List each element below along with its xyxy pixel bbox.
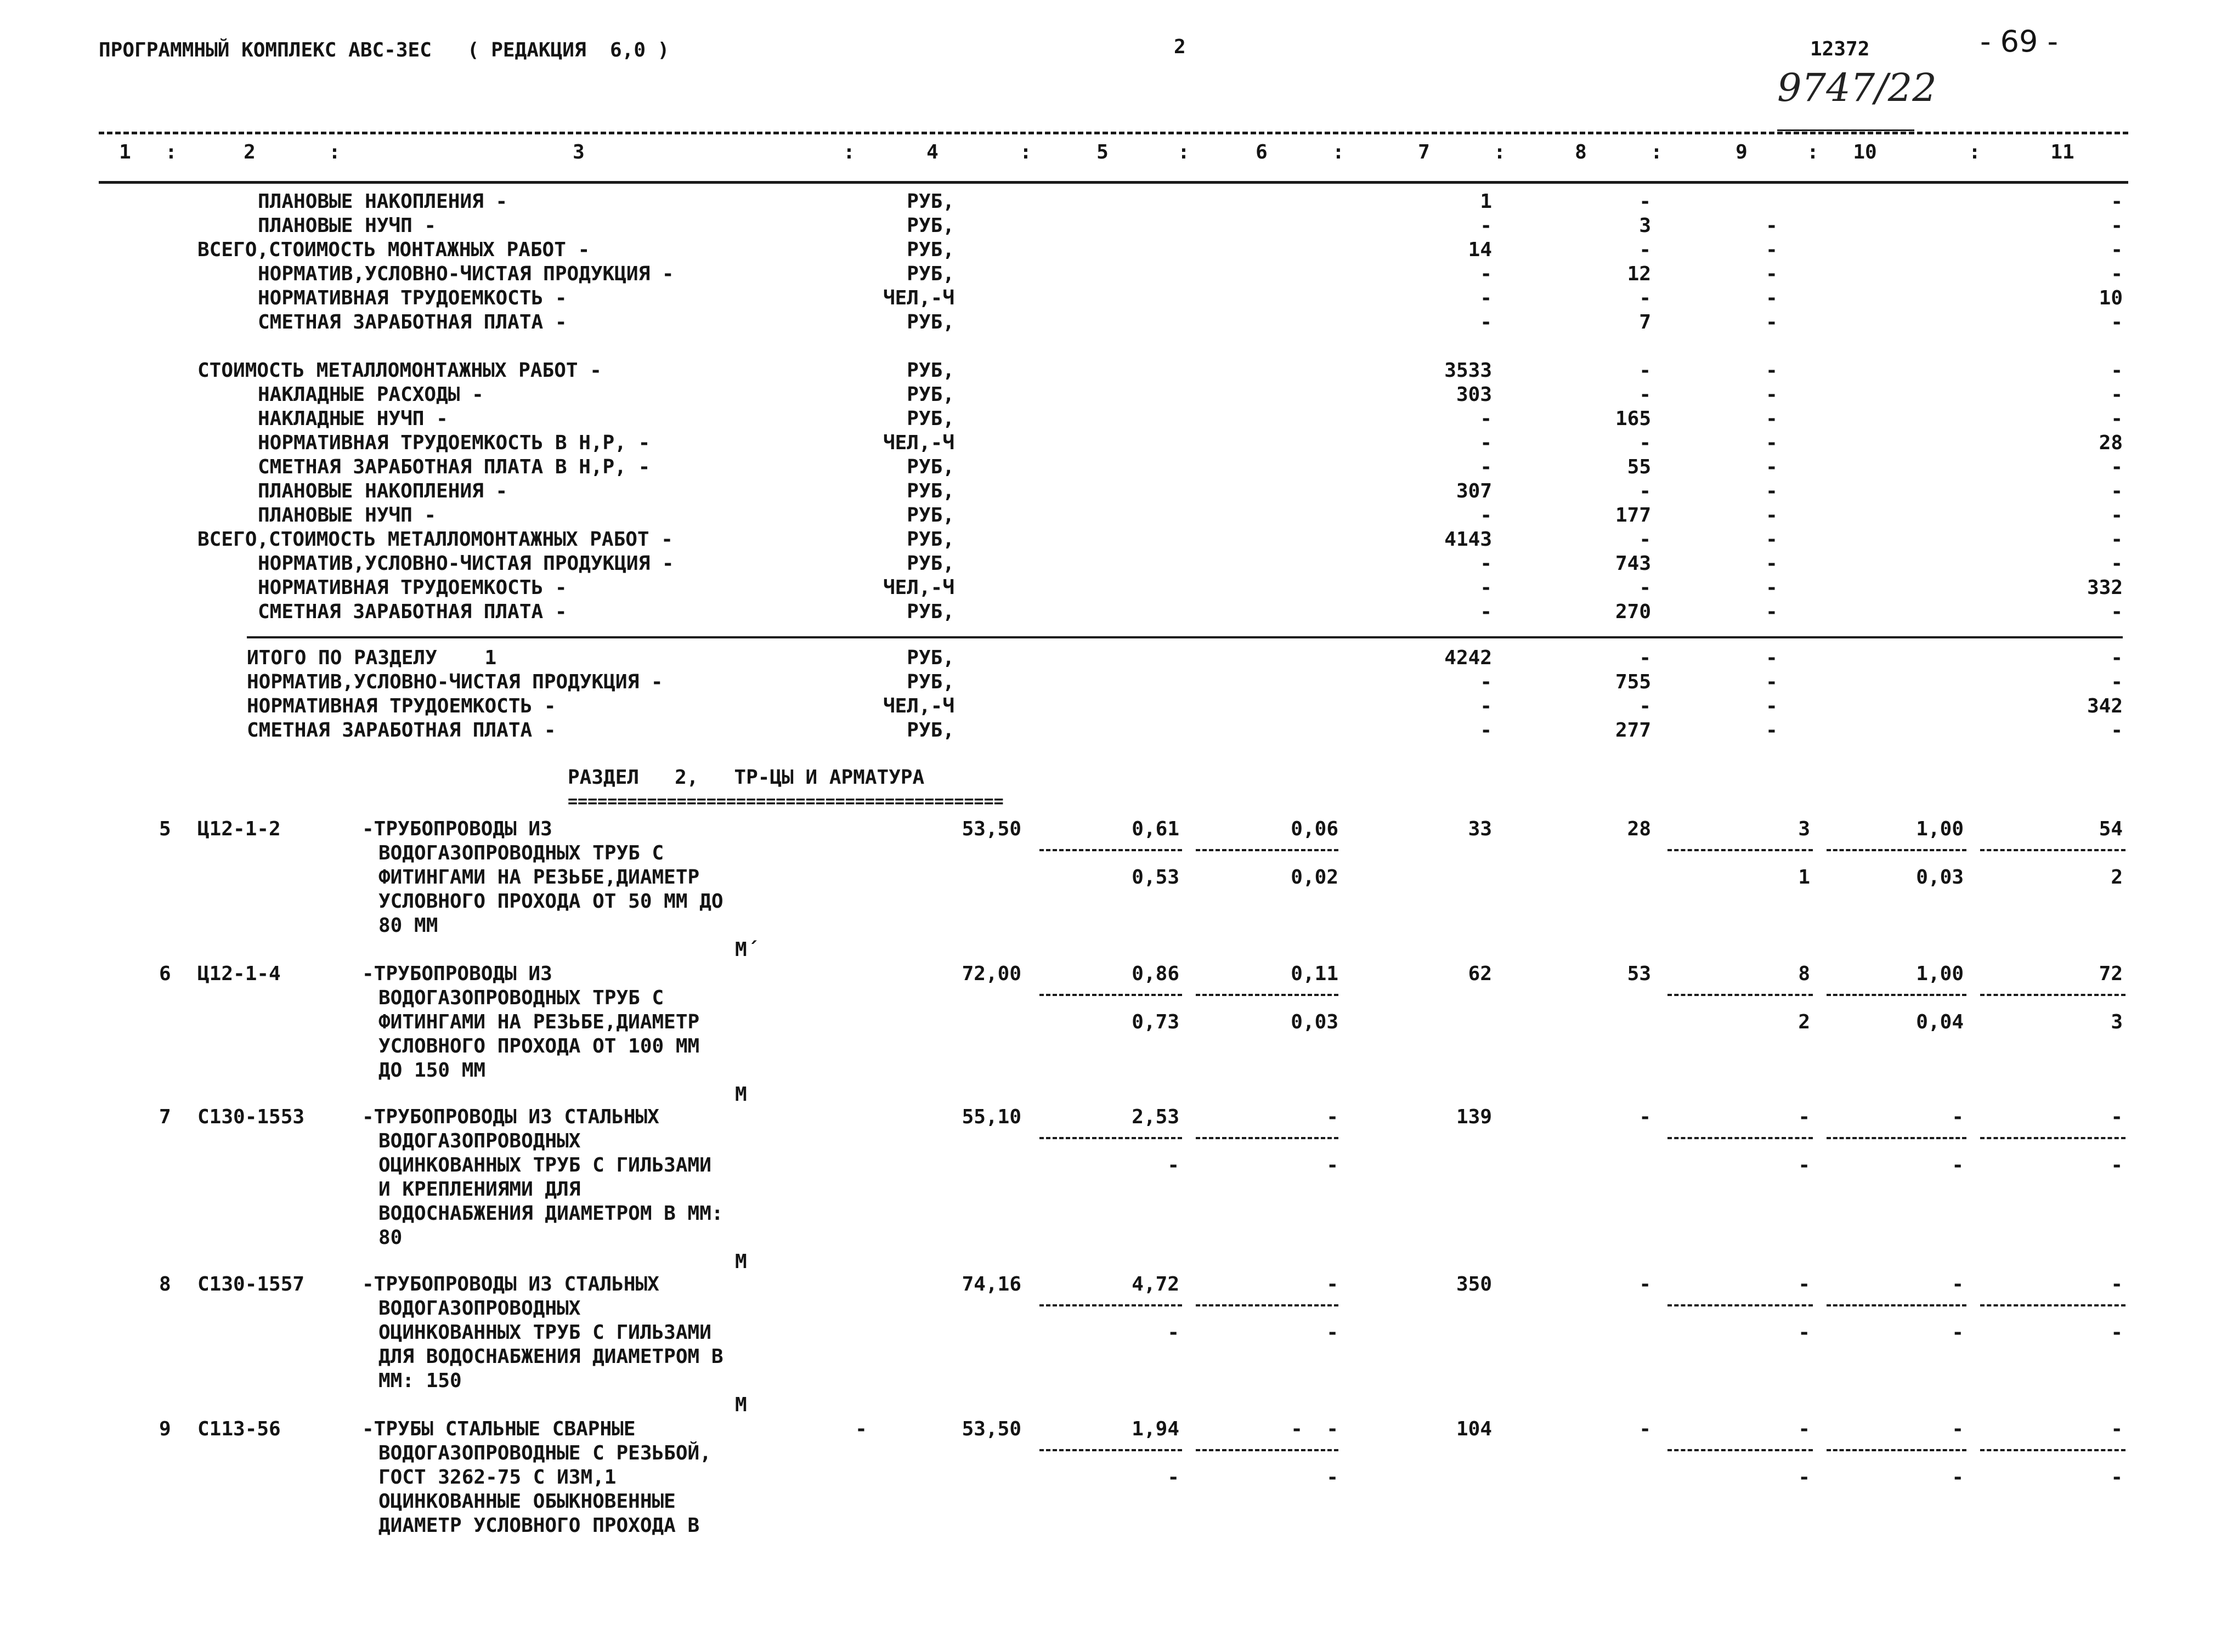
item-rule-col9 [1667, 849, 1813, 851]
summary-col9: - [1766, 239, 1778, 261]
summary-col7: 4143 [1444, 528, 1492, 551]
item-rule-col5 [1039, 1304, 1182, 1306]
column-separator: : [1020, 141, 1032, 163]
summary-col8: 177 [1615, 504, 1651, 527]
summary-label: ПЛАНОВЫЕ НУЧП - [258, 214, 437, 237]
column-heading-5: 5 [1096, 141, 1109, 163]
totals-col7: - [1480, 695, 1492, 717]
item-description-line: ОЦИНКОВАННЫХ ТРУБ С ГИЛЬЗАМИ [378, 1321, 711, 1344]
item-description-line: -ТРУБОПРОВОДЫ ИЗ СТАЛЬНЫХ [362, 1106, 659, 1128]
item-col4: 72,00 [962, 963, 1021, 985]
summary-col8: 55 [1627, 456, 1651, 478]
summary-unit: РУБ, [907, 552, 954, 575]
summary-col9: - [1766, 287, 1778, 309]
item-number: 7 [159, 1106, 171, 1128]
column-separator: : [165, 141, 177, 163]
item-col6: - [1326, 1106, 1338, 1128]
item-rule-col6 [1196, 1137, 1338, 1139]
handwritten-note: 9747/22 [1777, 65, 1937, 110]
totals-unit: ЧЕЛ,-Ч [883, 695, 954, 717]
item-col4: 55,10 [962, 1106, 1021, 1128]
table-top-rule [99, 132, 2128, 134]
summary-col9: - [1766, 408, 1778, 430]
summary-unit: РУБ, [907, 601, 954, 623]
summary-label: НОРМАТИВНАЯ ТРУДОЕМКОСТЬ В Н,Р, - [258, 432, 651, 454]
summary-col7: - [1480, 263, 1492, 285]
totals-label: НОРМАТИВ,УСЛОВНО-ЧИСТАЯ ПРОДУКЦИЯ - [247, 671, 663, 693]
summary-label: ПЛАНОВЫЕ НУЧП - [258, 504, 437, 527]
summary-col8: - [1639, 359, 1651, 382]
item-rule-col9 [1667, 1304, 1813, 1306]
item-col5-second: 0,53 [1132, 866, 1179, 889]
item-description-line: ВОДОГАЗОПРОВОДНЫЕ С РЕЗЬБОЙ, [378, 1442, 711, 1464]
item-col5: 4,72 [1132, 1273, 1179, 1295]
summary-unit: ЧЕЛ,-Ч [883, 576, 954, 599]
item-rule-col6 [1196, 1304, 1338, 1306]
column-heading-9: 9 [1736, 141, 1748, 163]
item-rule-col11 [1980, 1137, 2125, 1139]
item-col6-second: - [1326, 1154, 1338, 1176]
item-code: С113-56 [197, 1418, 281, 1440]
item-col5: 1,94 [1132, 1418, 1179, 1440]
item-col9: - [1798, 1106, 1810, 1128]
summary-col8: 3 [1639, 214, 1651, 237]
item-description-line: УСЛОВНОГО ПРОХОДА ОТ 50 ММ ДО [378, 890, 723, 913]
item-col6-second: - [1326, 1321, 1338, 1344]
item-col10-second: 0,04 [1916, 1011, 1964, 1033]
summary-col8: - [1639, 528, 1651, 551]
summary-label: НАКЛАДНЫЕ РАСХОДЫ - [258, 383, 484, 406]
totals-col9: - [1766, 671, 1778, 693]
summary-col8: - [1639, 576, 1651, 599]
item-col8: - [1639, 1273, 1651, 1295]
totals-col7: - [1480, 719, 1492, 742]
summary-col11: - [2111, 528, 2123, 551]
summary-col8: - [1639, 432, 1651, 454]
item-col6: 0,06 [1291, 818, 1338, 840]
summary-label: ПЛАНОВЫЕ НАКОПЛЕНИЯ - [258, 480, 508, 502]
item-col8: - [1639, 1106, 1651, 1128]
summary-col11: - [2111, 504, 2123, 527]
item-col11-second: - [2111, 1466, 2123, 1489]
item-col9: 3 [1798, 818, 1810, 840]
summary-col8: - [1639, 287, 1651, 309]
summary-col11: 10 [2099, 287, 2123, 309]
item-col10-second: 0,03 [1916, 866, 1964, 889]
summary-col11: - [2111, 190, 2123, 213]
item-unit: М́ [735, 938, 747, 961]
item-rule-col5 [1039, 1137, 1182, 1139]
summary-label: НОРМАТИВ,УСЛОВНО-ЧИСТАЯ ПРОДУКЦИЯ - [258, 263, 674, 285]
item-description-line: ДИАМЕТР УСЛОВНОГО ПРОХОДА В [378, 1514, 700, 1537]
totals-unit: РУБ, [907, 719, 954, 742]
summary-col8: 743 [1615, 552, 1651, 575]
item-col9-second: - [1798, 1154, 1810, 1176]
item-col10-second: - [1952, 1321, 1964, 1344]
summary-unit: ЧЕЛ,-Ч [883, 287, 954, 309]
summary-col11: - [2111, 601, 2123, 623]
summary-label: НОРМАТИВ,УСЛОВНО-ЧИСТАЯ ПРОДУКЦИЯ - [258, 552, 674, 575]
summary-unit: РУБ, [907, 311, 954, 333]
column-separator: : [1494, 141, 1506, 163]
summary-col8: 270 [1615, 601, 1651, 623]
item-col7: 62 [1468, 963, 1492, 985]
item-col10-second: - [1952, 1466, 1964, 1489]
item-description-line: -ТРУБОПРОВОДЫ ИЗ [362, 818, 552, 840]
item-description-line: ГОСТ 3262-75 С ИЗМ,1 [378, 1466, 617, 1489]
column-heading-6: 6 [1256, 141, 1268, 163]
item-dash: - [855, 1418, 867, 1440]
item-code: Ц12-1-2 [197, 818, 281, 840]
item-number: 5 [159, 818, 171, 840]
totals-rule [247, 636, 2123, 638]
summary-label: ВСЕГО,СТОИМОСТЬ МОНТАЖНЫХ РАБОТ - [197, 239, 590, 261]
item-col9-second: - [1798, 1321, 1810, 1344]
item-col10: - [1952, 1273, 1964, 1295]
item-rule-col5 [1039, 994, 1182, 996]
summary-unit: ЧЕЛ,-Ч [883, 432, 954, 454]
summary-label: ПЛАНОВЫЕ НАКОПЛЕНИЯ - [258, 190, 508, 213]
item-number: 9 [159, 1418, 171, 1440]
item-rule-col11 [1980, 1304, 2125, 1306]
totals-label: СМЕТНАЯ ЗАРАБОТНАЯ ПЛАТА - [247, 719, 556, 742]
summary-col8: - [1639, 383, 1651, 406]
summary-col8: - [1639, 239, 1651, 261]
item-col4: 53,50 [962, 818, 1021, 840]
column-heading-3: 3 [573, 141, 585, 163]
column-separator: : [843, 141, 855, 163]
section-underline: ============================================ [568, 794, 1004, 810]
item-col9: - [1798, 1418, 1810, 1440]
column-heading-11: 11 [2050, 141, 2074, 163]
item-col5-second: 0,73 [1132, 1011, 1179, 1033]
item-description-line: ММ: 150 [378, 1370, 462, 1392]
item-col9: - [1798, 1273, 1810, 1295]
item-col6: - [1326, 1273, 1338, 1295]
summary-col7: - [1480, 552, 1492, 575]
totals-col8: 277 [1615, 719, 1651, 742]
summary-unit: РУБ, [907, 263, 954, 285]
item-col7: 33 [1468, 818, 1492, 840]
item-rule-col9 [1667, 1137, 1813, 1139]
summary-col9: - [1766, 456, 1778, 478]
item-col11-second: 2 [2111, 866, 2123, 889]
item-description-line: 80 ММ [378, 914, 438, 937]
summary-col11: - [2111, 311, 2123, 333]
totals-unit: РУБ, [907, 647, 954, 669]
summary-col7: - [1480, 408, 1492, 430]
item-rule-col5 [1039, 1449, 1182, 1451]
summary-col8: - [1639, 190, 1651, 213]
item-col9-second: 1 [1798, 866, 1810, 889]
totals-col9: - [1766, 647, 1778, 669]
item-col10: 1,00 [1916, 818, 1964, 840]
item-rule-col10 [1827, 1137, 1966, 1139]
summary-col11: - [2111, 552, 2123, 575]
column-separator: : [1650, 141, 1663, 163]
totals-col8: - [1639, 695, 1651, 717]
item-col5: 2,53 [1132, 1106, 1179, 1128]
item-rule-col5 [1039, 849, 1182, 851]
item-col6: - - [1291, 1418, 1338, 1440]
summary-col7: - [1480, 432, 1492, 454]
summary-col7: - [1480, 601, 1492, 623]
summary-unit: РУБ, [907, 408, 954, 430]
item-col7: 139 [1456, 1106, 1492, 1128]
page-number: - 69 - [1980, 24, 2059, 59]
totals-unit: РУБ, [907, 671, 954, 693]
program-title: ПРОГРАММНЫЙ КОМПЛЕКС АВС-3ЕС ( РЕДАКЦИЯ 6,0 ) [99, 39, 670, 61]
item-col6: 0,11 [1291, 963, 1338, 985]
summary-label: СМЕТНАЯ ЗАРАБОТНАЯ ПЛАТА В Н,Р, - [258, 456, 651, 478]
summary-col11: - [2111, 408, 2123, 430]
summary-col11: - [2111, 480, 2123, 502]
summary-unit: РУБ, [907, 214, 954, 237]
item-col10-second: - [1952, 1154, 1964, 1176]
item-number: 8 [159, 1273, 171, 1295]
item-col7: 104 [1456, 1418, 1492, 1440]
item-description-line: ОЦИНКОВАННЫЕ ОБЫКНОВЕННЫЕ [378, 1490, 676, 1513]
summary-col8: 7 [1639, 311, 1651, 333]
item-rule-col10 [1827, 849, 1966, 851]
item-description-line: -ТРУБОПРОВОДЫ ИЗ [362, 963, 552, 985]
item-col10: - [1952, 1418, 1964, 1440]
summary-col11: - [2111, 383, 2123, 406]
item-col6-second: - [1326, 1466, 1338, 1489]
summary-col9: - [1766, 432, 1778, 454]
totals-col11: - [2111, 719, 2123, 742]
item-code: С130-1557 [197, 1273, 305, 1295]
summary-col8: - [1639, 480, 1651, 502]
summary-label: НОРМАТИВНАЯ ТРУДОЕМКОСТЬ - [258, 287, 567, 309]
summary-col9: - [1766, 480, 1778, 502]
item-col6-second: 0,03 [1291, 1011, 1338, 1033]
handwritten-underline [1777, 129, 1914, 131]
item-code: Ц12-1-4 [197, 963, 281, 985]
item-description-line: ОЦИНКОВАННЫХ ТРУБ С ГИЛЬЗАМИ [378, 1154, 711, 1176]
item-rule-col9 [1667, 994, 1813, 996]
summary-col7: 307 [1456, 480, 1492, 502]
item-col10: 1,00 [1916, 963, 1964, 985]
item-col9-second: 2 [1798, 1011, 1810, 1033]
sheet-number: 2 [1174, 36, 1186, 58]
item-rule-col10 [1827, 1449, 1966, 1451]
totals-col8: - [1639, 647, 1651, 669]
item-rule-col6 [1196, 849, 1338, 851]
summary-unit: РУБ, [907, 480, 954, 502]
column-heading-10: 10 [1853, 141, 1877, 163]
item-col9-second: - [1798, 1466, 1810, 1489]
item-description-line: УСЛОВНОГО ПРОХОДА ОТ 100 ММ [378, 1035, 700, 1057]
item-col5-second: - [1167, 1321, 1179, 1344]
item-description-line: ДО 150 ММ [378, 1059, 486, 1082]
item-rule-col10 [1827, 994, 1966, 996]
summary-label: СМЕТНАЯ ЗАРАБОТНАЯ ПЛАТА - [258, 601, 567, 623]
summary-col9: - [1766, 504, 1778, 527]
item-rule-col6 [1196, 994, 1338, 996]
summary-unit: РУБ, [907, 383, 954, 406]
item-col10: - [1952, 1106, 1964, 1128]
summary-col7: - [1480, 576, 1492, 599]
totals-col8: 755 [1615, 671, 1651, 693]
column-heading-2: 2 [244, 141, 256, 163]
column-separator: : [1332, 141, 1344, 163]
column-separator: : [1178, 141, 1190, 163]
summary-label: ВСЕГО,СТОИМОСТЬ МЕТАЛЛОМОНТАЖНЫХ РАБОТ - [197, 528, 673, 551]
summary-col7: 3533 [1444, 359, 1492, 382]
item-description-line: ФИТИНГАМИ НА РЕЗЬБЕ,ДИАМЕТР [378, 866, 700, 889]
document-code: 12372 [1810, 38, 1870, 60]
item-rule-col11 [1980, 1449, 2125, 1451]
totals-col7: - [1480, 671, 1492, 693]
summary-col7: - [1480, 311, 1492, 333]
item-col11-second: - [2111, 1154, 2123, 1176]
item-description-line: ВОДОГАЗОПРОВОДНЫХ ТРУБ С [378, 987, 664, 1009]
item-col5: 0,86 [1132, 963, 1179, 985]
summary-col9: - [1766, 311, 1778, 333]
section-title: РАЗДЕЛ 2, ТР-ЦЫ И АРМАТУРА [568, 766, 925, 789]
summary-label: НАКЛАДНЫЕ НУЧП - [258, 408, 448, 430]
summary-label: НОРМАТИВНАЯ ТРУДОЕМКОСТЬ - [258, 576, 567, 599]
summary-unit: РУБ, [907, 456, 954, 478]
summary-col7: 14 [1468, 239, 1492, 261]
item-description-line: ВОДОГАЗОПРОВОДНЫХ [378, 1297, 581, 1320]
item-unit: М [735, 1251, 747, 1273]
summary-col9: - [1766, 383, 1778, 406]
summary-col11: - [2111, 359, 2123, 382]
item-number: 6 [159, 963, 171, 985]
summary-col8: 12 [1627, 263, 1651, 285]
summary-col9: - [1766, 528, 1778, 551]
column-separator: : [329, 141, 341, 163]
item-col4: 74,16 [962, 1273, 1021, 1295]
summary-label: СТОИМОСТЬ МЕТАЛЛОМОНТАЖНЫХ РАБОТ - [197, 359, 602, 382]
item-col8: 53 [1627, 963, 1651, 985]
item-description-line: ФИТИНГАМИ НА РЕЗЬБЕ,ДИАМЕТР [378, 1011, 700, 1033]
item-description-line: ДЛЯ ВОДОСНАБЖЕНИЯ ДИАМЕТРОМ В [378, 1345, 723, 1368]
table-header-rule [99, 181, 2128, 184]
totals-col11: 342 [2087, 695, 2123, 717]
totals-col11: - [2111, 647, 2123, 669]
summary-col9: - [1766, 263, 1778, 285]
item-col8: - [1639, 1418, 1651, 1440]
column-separator: : [1807, 141, 1819, 163]
summary-col11: - [2111, 239, 2123, 261]
item-rule-col11 [1980, 994, 2125, 996]
column-heading-8: 8 [1575, 141, 1587, 163]
totals-label: ИТОГО ПО РАЗДЕЛУ 1 [247, 647, 497, 669]
summary-col7: - [1480, 214, 1492, 237]
item-col11: - [2111, 1418, 2123, 1440]
item-col11-second: - [2111, 1321, 2123, 1344]
summary-unit: РУБ, [907, 359, 954, 382]
summary-col7: - [1480, 456, 1492, 478]
summary-unit: РУБ, [907, 239, 954, 261]
summary-col7: - [1480, 287, 1492, 309]
item-col11: - [2111, 1106, 2123, 1128]
item-col5-second: - [1167, 1466, 1179, 1489]
totals-col9: - [1766, 695, 1778, 717]
item-col8: 28 [1627, 818, 1651, 840]
item-col11: - [2111, 1273, 2123, 1295]
summary-col11: 28 [2099, 432, 2123, 454]
column-heading-1: 1 [119, 141, 131, 163]
summary-col9: - [1766, 601, 1778, 623]
item-description-line: ВОДОГАЗОПРОВОДНЫХ ТРУБ С [378, 842, 664, 864]
summary-col9: - [1766, 552, 1778, 575]
summary-col11: 332 [2087, 576, 2123, 599]
totals-col7: 4242 [1444, 647, 1492, 669]
item-description-line: -ТРУБЫ СТАЛЬНЫЕ СВАРНЫЕ [362, 1418, 636, 1440]
summary-col9: - [1766, 214, 1778, 237]
summary-col7: 1 [1480, 190, 1492, 213]
item-rule-col9 [1667, 1449, 1813, 1451]
summary-col11: - [2111, 456, 2123, 478]
summary-col7: - [1480, 504, 1492, 527]
item-unit: М [735, 1083, 747, 1106]
item-rule-col11 [1980, 849, 2125, 851]
summary-col8: 165 [1615, 408, 1651, 430]
summary-col9: - [1766, 576, 1778, 599]
column-heading-7: 7 [1418, 141, 1430, 163]
item-description-line: -ТРУБОПРОВОДЫ ИЗ СТАЛЬНЫХ [362, 1273, 659, 1295]
totals-col11: - [2111, 671, 2123, 693]
item-rule-col10 [1827, 1304, 1966, 1306]
summary-col9: - [1766, 359, 1778, 382]
summary-unit: РУБ, [907, 504, 954, 527]
item-description-line: ВОДОСНАБЖЕНИЯ ДИАМЕТРОМ В ММ: [378, 1202, 723, 1225]
totals-label: НОРМАТИВНАЯ ТРУДОЕМКОСТЬ - [247, 695, 556, 717]
summary-col11: - [2111, 263, 2123, 285]
item-rule-col6 [1196, 1449, 1338, 1451]
item-description-line: 80 [378, 1226, 403, 1249]
summary-label: СМЕТНАЯ ЗАРАБОТНАЯ ПЛАТА - [258, 311, 567, 333]
item-col11: 54 [2099, 818, 2123, 840]
column-heading-4: 4 [926, 141, 939, 163]
item-description-line: ВОДОГАЗОПРОВОДНЫХ [378, 1130, 581, 1152]
totals-col9: - [1766, 719, 1778, 742]
item-col11-second: 3 [2111, 1011, 2123, 1033]
item-code: С130-1553 [197, 1106, 305, 1128]
item-col5-second: - [1167, 1154, 1179, 1176]
item-unit: М [735, 1394, 747, 1416]
item-col7: 350 [1456, 1273, 1492, 1295]
item-col11: 72 [2099, 963, 2123, 985]
item-col6-second: 0,02 [1291, 866, 1338, 889]
item-col4: 53,50 [962, 1418, 1021, 1440]
summary-col11: - [2111, 214, 2123, 237]
summary-col7: 303 [1456, 383, 1492, 406]
item-col5: 0,61 [1132, 818, 1179, 840]
item-col9: 8 [1798, 963, 1810, 985]
item-description-line: И КРЕПЛЕНИЯМИ ДЛЯ [378, 1178, 581, 1201]
summary-unit: РУБ, [907, 528, 954, 551]
column-separator: : [1969, 141, 1981, 163]
summary-unit: РУБ, [907, 190, 954, 213]
